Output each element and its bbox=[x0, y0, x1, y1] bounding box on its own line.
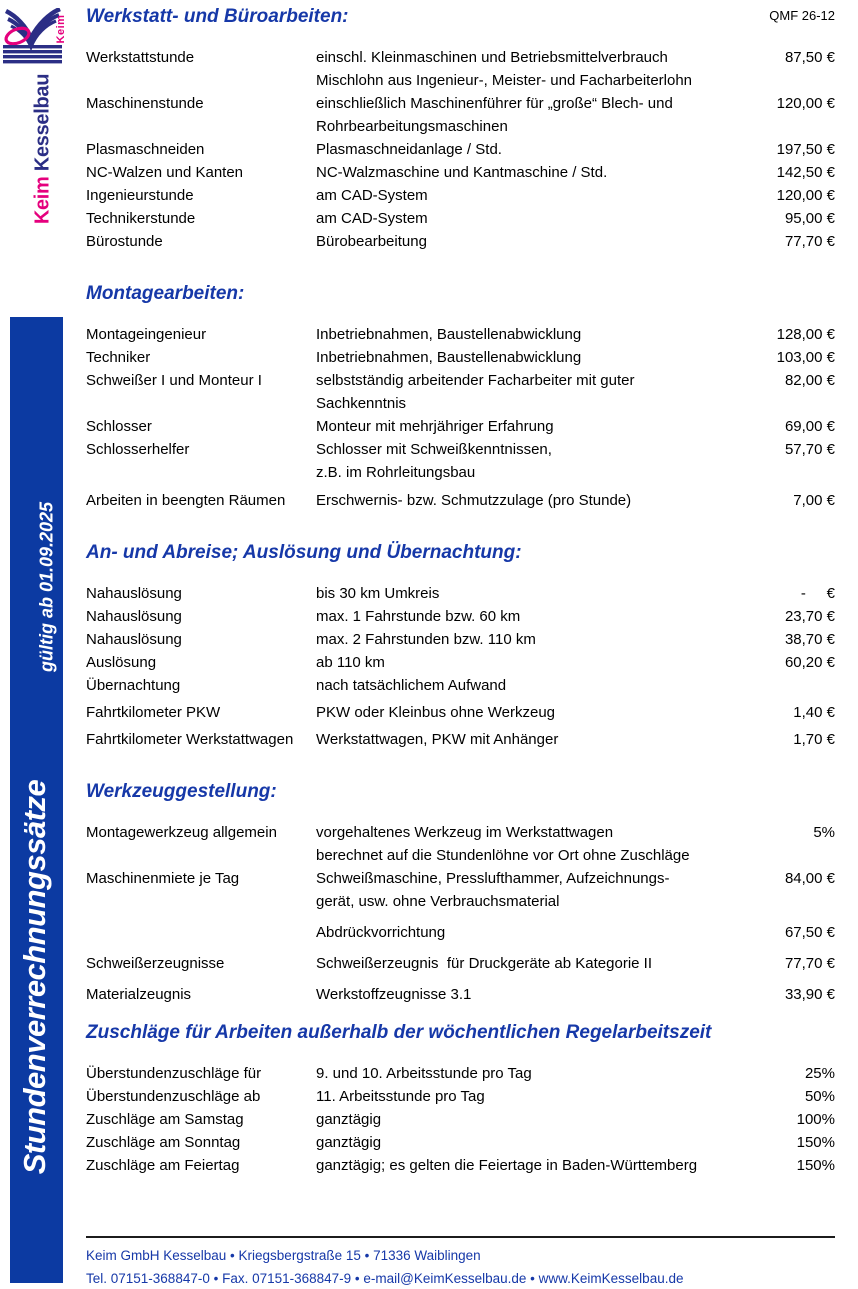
row-description-line: max. 2 Fahrstunden bzw. 110 km bbox=[316, 631, 536, 648]
row-description-line: nach tatsächlichem Aufwand bbox=[316, 677, 507, 694]
sidebar-title: Stundenverrechnungssätze bbox=[17, 779, 52, 1175]
rate-row bbox=[86, 728, 835, 751]
rate-row bbox=[86, 346, 835, 369]
row-price: 84,00 € bbox=[784, 870, 835, 887]
row-description-line: Werkstoffzeugnisse 3.1 bbox=[316, 986, 472, 1003]
row-description bbox=[316, 230, 735, 253]
row-description bbox=[316, 1108, 735, 1131]
row-description-line: z.B. im Rohrleitungsbau bbox=[316, 464, 476, 481]
doc-ref: QMF 26-12 bbox=[769, 8, 835, 23]
row-description bbox=[316, 952, 735, 975]
rate-section bbox=[86, 1022, 835, 1177]
rate-row bbox=[86, 46, 835, 92]
row-description bbox=[316, 628, 735, 651]
row-price: 197,50 € bbox=[776, 141, 835, 158]
row-description-line: einschließlich Maschinenführer für „große“ Blech- und bbox=[316, 95, 673, 112]
row-price: 100% bbox=[796, 1111, 835, 1128]
row-description-line: Inbetriebnahmen, Baustellenabwicklung bbox=[316, 326, 582, 343]
row-label: Schweißer I und Monteur I bbox=[86, 372, 262, 389]
row-label: Nahauslösung bbox=[86, 585, 182, 602]
row-price: 120,00 € bbox=[776, 95, 835, 112]
row-description bbox=[316, 651, 735, 674]
row-description-line: Rohrbearbeitungsmaschinen bbox=[316, 118, 508, 135]
rate-row bbox=[86, 369, 835, 415]
row-price: 103,00 € bbox=[776, 349, 835, 366]
rate-row bbox=[86, 701, 835, 724]
row-price: 5% bbox=[813, 824, 835, 841]
row-price: 77,70 € bbox=[784, 233, 835, 250]
rate-row bbox=[86, 323, 835, 346]
row-label: Übernachtung bbox=[86, 677, 181, 694]
rate-row bbox=[86, 184, 835, 207]
row-description bbox=[316, 674, 735, 697]
row-description-line: 11. Arbeitsstunde pro Tag bbox=[316, 1088, 485, 1105]
row-description-line: PKW oder Kleinbus ohne Werkzeug bbox=[316, 704, 556, 721]
rate-sections bbox=[86, 6, 835, 1177]
row-price: 142,50 € bbox=[776, 164, 835, 181]
row-label: Nahauslösung bbox=[86, 631, 182, 648]
row-description-line: gerät, usw. ohne Verbrauchsmaterial bbox=[316, 893, 560, 910]
row-description-line: berechnet auf die Stundenlöhne vor Ort ohne Zuschläge bbox=[316, 847, 690, 864]
rate-row bbox=[86, 207, 835, 230]
row-label: Ingenieurstunde bbox=[86, 187, 194, 204]
rate-row bbox=[86, 1131, 835, 1154]
row-description-line: Inbetriebnahmen, Baustellenabwicklung bbox=[316, 349, 582, 366]
rate-row bbox=[86, 582, 835, 605]
row-description-line: am CAD-System bbox=[316, 187, 428, 204]
rate-row bbox=[86, 489, 835, 512]
row-description-line: Schlosser mit Schweißkenntnissen, bbox=[316, 441, 552, 458]
rate-section bbox=[86, 283, 835, 512]
rate-row bbox=[86, 92, 835, 138]
row-label: Montageingenieur bbox=[86, 326, 207, 343]
row-price: 38,70 € bbox=[784, 631, 835, 648]
row-price: 150% bbox=[796, 1134, 835, 1151]
row-description-line: max. 1 Fahrstunde bzw. 60 km bbox=[316, 608, 521, 625]
row-label: Fahrtkilometer PKW bbox=[86, 704, 221, 721]
row-label: Maschinenstunde bbox=[86, 95, 204, 112]
row-description bbox=[316, 605, 735, 628]
row-label: Arbeiten in beengten Räumen bbox=[86, 492, 286, 509]
row-description bbox=[316, 207, 735, 230]
row-description-line: Erschwernis- bzw. Schmutzzulage (pro Stunde) bbox=[316, 492, 632, 509]
row-description bbox=[316, 369, 735, 415]
row-label: Fahrtkilometer Werkstattwagen bbox=[86, 731, 294, 748]
row-price: 95,00 € bbox=[784, 210, 835, 227]
rate-row bbox=[86, 921, 835, 944]
rate-row bbox=[86, 1062, 835, 1085]
row-description-line: vorgehaltenes Werkzeug im Werkstattwagen bbox=[316, 824, 614, 841]
row-label: Technikerstunde bbox=[86, 210, 196, 227]
row-price: 50% bbox=[804, 1088, 835, 1105]
row-description bbox=[316, 184, 735, 207]
row-description bbox=[316, 415, 735, 438]
rate-row bbox=[86, 1154, 835, 1177]
row-description-line: ganztägig bbox=[316, 1134, 382, 1151]
row-label: Auslösung bbox=[86, 654, 157, 671]
row-description bbox=[316, 921, 735, 944]
rate-row bbox=[86, 821, 835, 867]
footer bbox=[86, 1236, 835, 1286]
row-description-line: Schweißmaschine, Presslufthammer, Aufzeichnungs- bbox=[316, 870, 670, 887]
row-description bbox=[316, 867, 735, 913]
logo-word-kesselbau: Kesselbau bbox=[31, 73, 54, 172]
row-price: 25% bbox=[804, 1065, 835, 1082]
row-description bbox=[316, 1085, 735, 1108]
row-description bbox=[316, 821, 735, 867]
row-description bbox=[316, 1154, 735, 1177]
rate-row bbox=[86, 1108, 835, 1131]
footer-address: Keim GmbH Kesselbau • Kriegsbergstraße 15 • 71336 Waiblingen bbox=[86, 1248, 481, 1263]
row-price: 69,00 € bbox=[784, 418, 835, 435]
row-description bbox=[316, 582, 735, 605]
rate-section bbox=[86, 781, 835, 1006]
row-description-line: ab 110 km bbox=[316, 654, 385, 671]
row-description-line: Sachkenntnis bbox=[316, 395, 407, 412]
row-description bbox=[316, 489, 735, 512]
row-label: Maschinenmiete je Tag bbox=[86, 870, 240, 887]
row-description bbox=[316, 701, 735, 724]
row-label: Schlosserhelfer bbox=[86, 441, 190, 458]
rate-row bbox=[86, 983, 835, 1006]
rate-row bbox=[86, 952, 835, 975]
row-description bbox=[316, 138, 735, 161]
row-label: Montagewerkzeug allgemein bbox=[86, 824, 277, 841]
row-description-line: Abdrückvorrichtung bbox=[316, 924, 446, 941]
row-description bbox=[316, 46, 735, 92]
row-label: Schlosser bbox=[86, 418, 152, 435]
logo-word-keim: Keim bbox=[31, 176, 54, 225]
row-price: 33,90 € bbox=[784, 986, 835, 1003]
row-description-line: Mischlohn aus Ingenieur-, Meister- und Facharbeiterlohn bbox=[316, 72, 693, 89]
row-price: 87,50 € bbox=[784, 49, 835, 66]
row-description-line: selbstständig arbeitender Facharbeiter mit guter bbox=[316, 372, 635, 389]
row-description bbox=[316, 728, 735, 751]
rate-row bbox=[86, 230, 835, 253]
row-label: Techniker bbox=[86, 349, 151, 366]
rate-section bbox=[86, 542, 835, 751]
row-label: Zuschläge am Feiertag bbox=[86, 1157, 240, 1174]
row-price: 60,20 € bbox=[784, 654, 835, 671]
row-description-line: ganztägig; es gelten die Feiertage in Baden-Württemberg bbox=[316, 1157, 698, 1174]
rate-row bbox=[86, 415, 835, 438]
row-description-line: Plasmaschneidanlage / Std. bbox=[316, 141, 502, 158]
row-description bbox=[316, 983, 735, 1006]
row-description bbox=[316, 161, 735, 184]
rate-section bbox=[86, 6, 835, 253]
row-price: 1,40 € bbox=[793, 704, 835, 721]
row-description-line: am CAD-System bbox=[316, 210, 428, 227]
row-label: Schweißerzeugnisse bbox=[86, 955, 225, 972]
row-description bbox=[316, 92, 735, 138]
row-description-line: Werkstattwagen, PKW mit Anhänger bbox=[316, 731, 559, 748]
row-description-line: Schweißerzeugnis für Druckgeräte ab Kategorie II bbox=[316, 955, 652, 972]
row-price: 82,00 € bbox=[784, 372, 835, 389]
row-description bbox=[316, 1062, 735, 1085]
row-description bbox=[316, 323, 735, 346]
row-description-line: NC-Walzmaschine und Kantmaschine / Std. bbox=[316, 164, 608, 181]
row-price: 120,00 € bbox=[776, 187, 835, 204]
row-price: 128,00 € bbox=[776, 326, 835, 343]
row-price: 1,70 € bbox=[793, 731, 835, 748]
row-label: Nahauslösung bbox=[86, 608, 182, 625]
row-description bbox=[316, 346, 735, 369]
row-description-line: einschl. Kleinmaschinen und Betriebsmittelverbrauch bbox=[316, 49, 668, 66]
row-price: 23,70 € bbox=[784, 608, 835, 625]
rate-row bbox=[86, 161, 835, 184]
row-description-line: ganztägig bbox=[316, 1111, 382, 1128]
rate-row bbox=[86, 651, 835, 674]
section-title: An- und Abreise; Auslösung und Übernachtung: bbox=[86, 542, 522, 563]
rate-row bbox=[86, 438, 835, 484]
row-description-line: bis 30 km Umkreis bbox=[316, 585, 440, 602]
row-description-line: Bürobearbeitung bbox=[316, 233, 427, 250]
row-label: Materialzeugnis bbox=[86, 986, 192, 1003]
row-description-line: Monteur mit mehrjähriger Erfahrung bbox=[316, 418, 554, 435]
footer-contact: Tel. 07151-368847-0 • Fax. 07151-368847-9 • e-mail@KeimKesselbau.de • www.KeimKesselbau.de bbox=[86, 1271, 684, 1286]
row-label: Bürostunde bbox=[86, 233, 163, 250]
row-description-line: 9. und 10. Arbeitsstunde pro Tag bbox=[316, 1065, 532, 1082]
row-price: - € bbox=[800, 585, 835, 602]
row-label: Überstundenzuschläge ab bbox=[86, 1088, 261, 1105]
section-title: Werkstatt- und Büroarbeiten: bbox=[86, 6, 349, 27]
logo-keim-vertical-label: Keim bbox=[55, 14, 67, 44]
rate-row bbox=[86, 674, 835, 697]
section-title: Zuschläge für Arbeiten außerhalb der wöchentlichen Regelarbeitszeit bbox=[86, 1022, 712, 1043]
rate-row bbox=[86, 605, 835, 628]
row-description bbox=[316, 1131, 735, 1154]
row-label: Überstundenzuschläge für bbox=[86, 1065, 262, 1082]
section-title: Werkzeuggestellung: bbox=[86, 781, 277, 802]
section-title: Montagearbeiten: bbox=[86, 283, 245, 304]
row-price: 150% bbox=[796, 1157, 835, 1174]
rate-row bbox=[86, 867, 835, 913]
row-price: 57,70 € bbox=[784, 441, 835, 458]
row-price: 77,70 € bbox=[784, 955, 835, 972]
rate-row bbox=[86, 628, 835, 651]
row-label: Zuschläge am Samstag bbox=[86, 1111, 244, 1128]
logo-wordmark bbox=[32, 74, 55, 224]
rate-row bbox=[86, 1085, 835, 1108]
row-label: Werkstattstunde bbox=[86, 49, 195, 66]
sidebar-valid-from: gültig ab 01.09.2025 bbox=[36, 501, 57, 673]
row-label: Plasmaschneiden bbox=[86, 141, 205, 158]
row-description bbox=[316, 438, 735, 484]
row-price: 7,00 € bbox=[793, 492, 835, 509]
row-price: 67,50 € bbox=[784, 924, 835, 941]
row-label: Zuschläge am Sonntag bbox=[86, 1134, 241, 1151]
row-label: NC-Walzen und Kanten bbox=[86, 164, 244, 181]
rate-row bbox=[86, 138, 835, 161]
